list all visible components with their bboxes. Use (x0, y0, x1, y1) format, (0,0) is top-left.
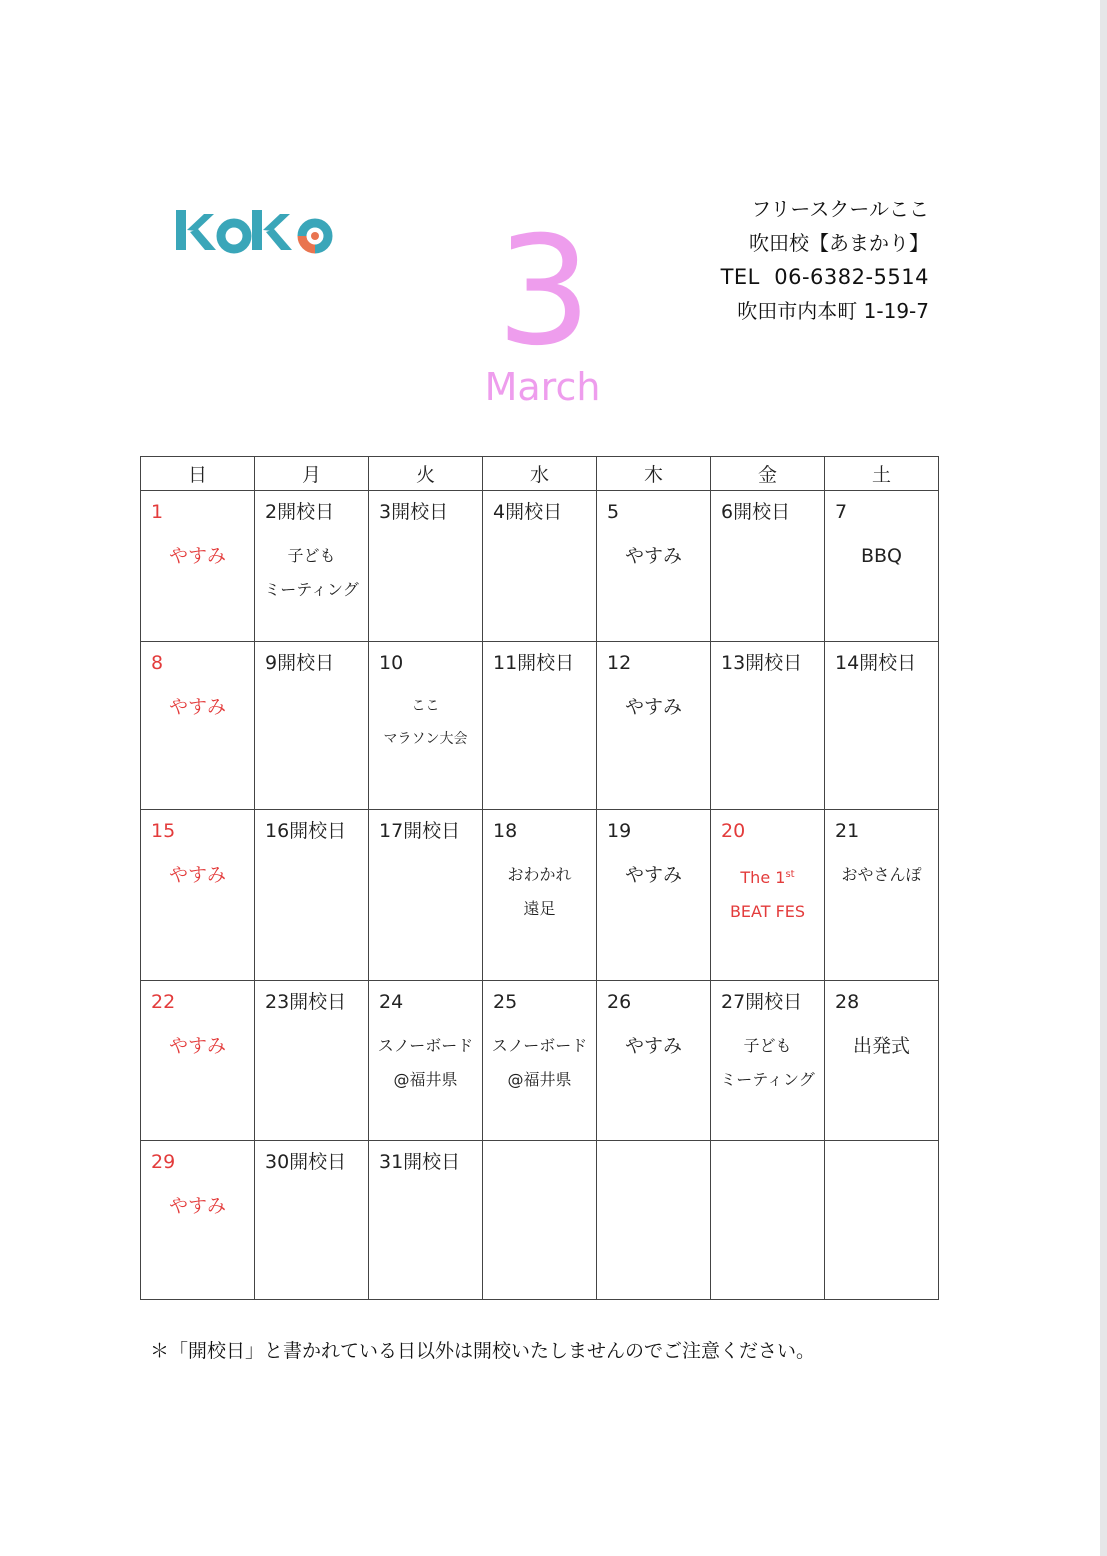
day-label: 12 (607, 652, 632, 674)
calendar-day-cell (483, 642, 597, 810)
event-line (483, 1063, 596, 1097)
day-event-note (711, 1029, 824, 1097)
month-number: 3 (496, 205, 592, 379)
day-label: 23開校日 (265, 991, 347, 1013)
calendar-day-cell (825, 981, 939, 1141)
day-label: 28 (835, 991, 860, 1013)
weekday-header-row (141, 457, 939, 491)
calendar-day-cell (711, 981, 825, 1141)
event-line (255, 539, 368, 573)
day-label: 19 (607, 820, 632, 842)
calendar-day-cell (597, 981, 711, 1141)
day-label: 16開校日 (265, 820, 347, 842)
day-label: 10 (379, 652, 404, 674)
event-line (483, 858, 596, 892)
calendar-day-cell (141, 1141, 255, 1300)
event-line (711, 1029, 824, 1063)
calendar-day-cell (141, 491, 255, 642)
day-event-note (483, 1029, 596, 1097)
event-line-text: ここ (411, 698, 440, 714)
calendar-day-cell (483, 810, 597, 981)
event-line (141, 1189, 254, 1223)
day-label: 21 (835, 820, 860, 842)
day-label: 6開校日 (721, 501, 791, 523)
day-label: 11開校日 (493, 652, 575, 674)
day-label: 15 (151, 820, 176, 842)
day-label: 27開校日 (721, 991, 803, 1013)
event-line-text: スノーボード (377, 1036, 474, 1055)
event-line-text: 出発式 (852, 1035, 910, 1057)
day-label: 26 (607, 991, 632, 1013)
event-line (369, 1063, 482, 1097)
calendar-week-row (141, 981, 939, 1141)
event-line (597, 690, 710, 724)
day-event-note (825, 539, 938, 573)
koko-logo (174, 196, 334, 258)
event-line (483, 1029, 596, 1063)
day-label: 18 (493, 820, 518, 842)
day-label: 29 (151, 1151, 176, 1173)
calendar-table (140, 456, 939, 1300)
weekday-header: 水 (483, 457, 597, 491)
calendar-day-cell (255, 810, 369, 981)
calendar-day-cell (711, 642, 825, 810)
event-line (597, 1029, 710, 1063)
event-line (369, 723, 482, 756)
day-label: 3開校日 (379, 501, 449, 523)
event-line-text: 子ども (743, 1036, 792, 1055)
event-line-text: やすみ (624, 696, 682, 718)
event-line-text: やすみ (168, 696, 226, 718)
day-label: 8 (151, 652, 164, 674)
calendar-day-cell (825, 1141, 939, 1300)
day-event-note (141, 1189, 254, 1223)
day-event-note (141, 690, 254, 724)
day-event-note (711, 858, 824, 929)
calendar-week-row (141, 810, 939, 981)
day-label: 1 (151, 501, 164, 523)
weekday-header: 火 (369, 457, 483, 491)
calendar-day-cell (369, 491, 483, 642)
day-event-note (483, 858, 596, 926)
event-line (255, 573, 368, 607)
day-event-note (597, 690, 710, 724)
calendar-day-cell (825, 642, 939, 810)
day-label: 24 (379, 991, 404, 1013)
month-name: March (484, 365, 601, 409)
calendar-day-cell (369, 1141, 483, 1300)
school-tel: TEL 06-6382-5514 (720, 265, 929, 289)
event-line (825, 539, 938, 573)
calendar-day-cell (597, 642, 711, 810)
calendar-day-cell (597, 491, 711, 642)
event-line-text: 子ども (287, 546, 336, 565)
event-line-text: 遠足 (523, 899, 556, 918)
event-line-text: ミーティング (720, 1070, 815, 1089)
footnote: ＊「開校日」と書かれている日以外は開校いたしませんのでご注意ください。 (150, 1340, 816, 1362)
event-line-text: スノーボード (491, 1036, 588, 1055)
weekday-header: 月 (255, 457, 369, 491)
day-label: 13開校日 (721, 652, 803, 674)
day-label: 17開校日 (379, 820, 461, 842)
calendar-day-cell (141, 810, 255, 981)
calendar-day-cell (483, 981, 597, 1141)
weekday-header: 金 (711, 457, 825, 491)
event-superscript: st (785, 869, 795, 880)
calendar-day-cell (597, 1141, 711, 1300)
day-label: 14開校日 (835, 652, 917, 674)
day-label: 5 (607, 501, 620, 523)
day-event-note (597, 539, 710, 573)
day-event-note (141, 539, 254, 573)
day-event-note (141, 858, 254, 892)
event-line (141, 539, 254, 573)
school-campus: 吹田校【あまかり】 (749, 231, 929, 255)
calendar-day-cell (711, 491, 825, 642)
event-line-text: やすみ (168, 1195, 226, 1217)
day-label: 20 (721, 820, 746, 842)
calendar-day-cell (483, 1141, 597, 1300)
event-line-text: @福井県 (507, 1070, 572, 1089)
event-line (369, 690, 482, 723)
event-line (711, 1063, 824, 1097)
event-line-text: ミーティング (264, 580, 359, 599)
day-label: 30開校日 (265, 1151, 347, 1173)
event-line (825, 1029, 938, 1063)
calendar-day-cell (141, 642, 255, 810)
day-event-note (597, 1029, 710, 1063)
event-line (597, 858, 710, 892)
event-line-text: マラソン大会 (383, 731, 468, 747)
day-label: 9開校日 (265, 652, 335, 674)
calendar-day-cell (255, 981, 369, 1141)
event-line-text: やすみ (624, 545, 682, 567)
weekday-header: 土 (825, 457, 939, 491)
day-event-note (597, 858, 710, 892)
calendar-day-cell (825, 491, 939, 642)
event-line-text: やすみ (624, 1035, 682, 1057)
day-label: 22 (151, 991, 176, 1013)
event-line (141, 858, 254, 892)
day-event-note (825, 858, 938, 892)
event-line-text: BBQ (860, 545, 903, 567)
calendar-day-cell (369, 810, 483, 981)
day-event-note (825, 1029, 938, 1063)
page-edge (1100, 0, 1107, 1556)
event-line (597, 539, 710, 573)
calendar-day-cell (141, 981, 255, 1141)
event-line (711, 895, 824, 929)
day-label: 7 (835, 501, 848, 523)
event-line-text: おわかれ (507, 865, 572, 884)
day-label: 31開校日 (379, 1151, 461, 1173)
calendar-day-cell (255, 491, 369, 642)
event-line-text: @福井県 (393, 1070, 458, 1089)
event-line-text: やすみ (168, 864, 226, 886)
event-line-text: やすみ (168, 545, 226, 567)
day-event-note (141, 1029, 254, 1063)
day-label: 2開校日 (265, 501, 335, 523)
calendar-day-cell (255, 642, 369, 810)
event-line-text: おやさんぽ (841, 865, 922, 884)
event-line (369, 1029, 482, 1063)
school-address: 吹田市内本町 1-19-7 (737, 299, 929, 323)
event-line (483, 892, 596, 926)
weekday-header: 日 (141, 457, 255, 491)
day-event-note (369, 690, 482, 756)
event-line (711, 858, 824, 895)
event-line (141, 690, 254, 724)
event-line-text: The 1 (740, 868, 786, 887)
day-event-note (255, 539, 368, 607)
calendar-week-row (141, 491, 939, 642)
day-label: 25 (493, 991, 518, 1013)
school-name: フリースクールここ (751, 197, 929, 221)
calendar-week-row (141, 642, 939, 810)
calendar-day-cell (597, 810, 711, 981)
calendar-day-cell (255, 1141, 369, 1300)
event-line (141, 1029, 254, 1063)
event-line-text: やすみ (168, 1035, 226, 1057)
calendar-day-cell (711, 1141, 825, 1300)
event-line-text: やすみ (624, 864, 682, 886)
calendar-day-cell (711, 810, 825, 981)
day-label: 4開校日 (493, 501, 563, 523)
calendar-day-cell (825, 810, 939, 981)
weekday-header: 木 (597, 457, 711, 491)
event-line (825, 858, 938, 892)
school-info (721, 192, 929, 328)
calendar-week-row (141, 1141, 939, 1300)
day-event-note (369, 1029, 482, 1097)
calendar-day-cell (369, 981, 483, 1141)
calendar-day-cell (369, 642, 483, 810)
event-line-text: BEAT FES (729, 902, 806, 921)
calendar-day-cell (483, 491, 597, 642)
